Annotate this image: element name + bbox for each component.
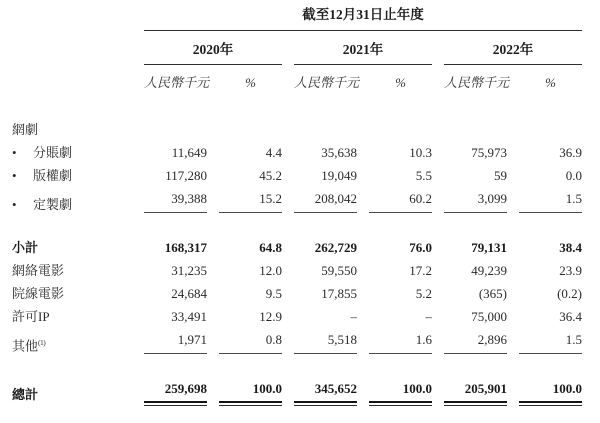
cell-2022-pct: 36.4 [559,309,582,324]
cell-2021-amount: 59,550 [321,263,357,278]
cell-2021-pct: 5.5 [415,168,432,183]
row-label: 其他$^{(1)}$ [12,337,46,353]
cell-2020-amount: 31,235 [171,263,207,278]
cell-2020-pct: 12.9 [259,309,282,324]
row-online-movies [12,263,600,279]
cell-2021-pct: 100.0 [369,381,432,403]
cell-2022-pct: 1.5 [519,332,582,354]
cell-2022-amount: 2,896 [444,332,507,354]
period-header: 截至12月31日止年度 [144,3,582,31]
bullet-icon: • [12,168,17,183]
year-group-2021: 2021年 [294,38,432,65]
cell-2021-pct: 76.0 [409,240,432,255]
cell-2020-amount: 168,317 [164,240,207,255]
row-label: • 分賬劇 [12,145,73,160]
cell-2022-amount: 75,973 [471,145,507,160]
cell-2022-amount: 205,901 [444,381,507,403]
cell-2022-amount: 75,000 [471,309,507,324]
column-subheader-row [12,72,600,91]
cell-2020-amount: 259,698 [144,381,207,403]
pct-header-2020: % [245,75,256,90]
cell-2020-pct: 0.8 [219,332,282,354]
year-header-row [12,38,600,65]
cell-2020-amount: 1,971 [144,332,207,354]
cell-2022-amount: 79,131 [471,240,507,255]
cell-2022-pct: (0.2) [557,286,582,301]
cell-2021-pct: 10.3 [409,145,432,160]
row-revenue-sharing-drama [12,145,600,161]
pct-header-2021: % [395,75,406,90]
cell-2021-amount: – [350,309,357,324]
cell-2021-amount: 262,729 [314,240,357,255]
cell-2021-amount: 208,042 [294,191,357,213]
cell-2022-pct: 1.5 [519,191,582,213]
cell-2020-amount: 117,280 [165,168,207,183]
cell-2022-pct: 36.9 [559,145,582,160]
cell-2021-pct: 60.2 [369,191,432,213]
row-label: 許可IP [12,309,50,324]
pct-header-2022: % [545,75,556,90]
cell-2021-amount: 345,652 [294,381,357,403]
cell-2020-pct: 9.5 [265,286,282,301]
cell-2021-pct: – [425,309,432,324]
cell-2020-pct: 12.0 [259,263,282,278]
cell-2021-pct: 5.2 [415,286,432,301]
cell-2020-pct: 15.2 [219,191,282,213]
bullet-icon: • [12,145,17,160]
row-label: 總計 [12,387,39,402]
row-label: 網劇 [12,122,39,137]
cell-2021-pct: 1.6 [369,332,432,354]
row-label: • 版權劇 [12,168,73,183]
row-label: • 定製劇 [12,197,73,212]
unit-header-2021: 人民幣千元 [294,75,360,90]
row-ip-licensing [12,309,600,325]
cell-2020-amount: 11,649 [171,145,207,160]
cell-2022-pct: 38.4 [559,240,582,255]
cell-2020-amount: 24,684 [171,286,207,301]
row-subtotal [12,240,600,256]
row-others [12,332,600,354]
unit-header-2022: 人民幣千元 [444,75,510,90]
cell-2022-pct: 100.0 [519,381,582,403]
cell-2020-pct: 64.8 [259,240,282,255]
cell-2021-amount: 35,638 [321,145,357,160]
row-total [12,381,600,403]
row-label: 網絡電影 [12,263,65,278]
row-theatrical-movies [12,286,600,302]
year-group-2020: 2020年 [144,38,282,65]
cell-2022-amount: 3,099 [444,191,507,213]
cell-2021-pct: 17.2 [409,263,432,278]
row-label: 小計 [12,240,39,255]
year-group-2022: 2022年 [444,38,582,65]
cell-2020-amount: 39,388 [144,191,207,213]
cell-2022-pct: 23.9 [559,263,582,278]
cell-2020-pct: 100.0 [219,381,282,403]
row-licensed-drama [12,168,600,184]
cell-2021-amount: 19,049 [321,168,357,183]
row-web-series-section [12,122,600,138]
footnote-marker: (1) [38,337,46,347]
unit-header-2020: 人民幣千元 [144,75,210,90]
bullet-icon: • [12,197,17,212]
cell-2021-amount: 5,518 [294,332,357,354]
cell-2020-amount: 33,491 [171,309,207,324]
cell-2022-amount: 59 [494,168,507,183]
cell-2020-pct: 45.2 [259,168,282,183]
cell-2022-pct: 0.0 [565,168,582,183]
cell-2022-amount: 49,239 [471,263,507,278]
row-label: 院線電影 [12,286,65,301]
cell-2022-amount: (365) [478,286,507,301]
cell-2021-amount: 17,855 [321,286,357,301]
cell-2020-pct: 4.4 [265,145,282,160]
row-custom-drama [12,191,600,213]
period-header-row [12,3,600,31]
